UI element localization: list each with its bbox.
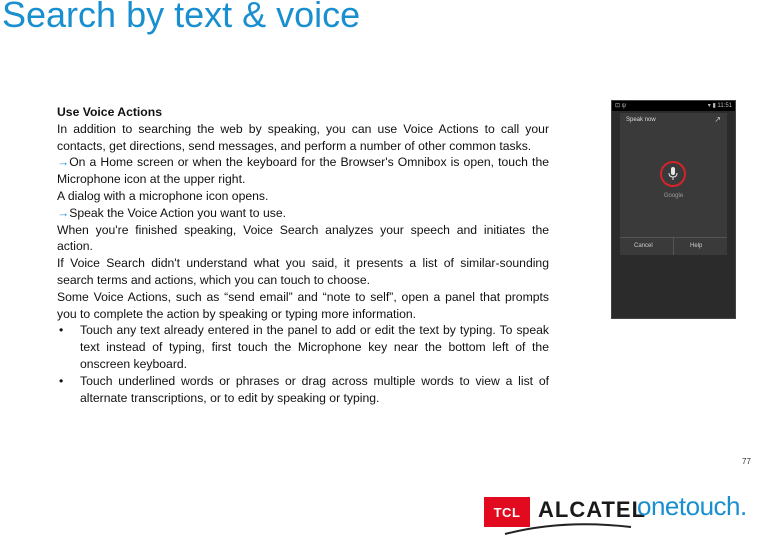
bullet-list	[57, 322, 549, 406]
list-item	[57, 373, 549, 407]
step-2-text: Speak the Voice Action you want to use.	[69, 205, 286, 220]
section-heading: Use Voice Actions	[57, 105, 162, 119]
google-label: Google	[663, 193, 684, 199]
bullet-dot: •	[59, 373, 64, 388]
step-1	[57, 154, 549, 188]
onetouch-logo-text: onetouch.	[637, 491, 747, 521]
cancel-button: Cancel	[634, 243, 653, 249]
microphone-button	[660, 161, 686, 187]
bullet-dot: •	[59, 323, 64, 338]
bullet-text: Touch underlined words or phrases or drag across multiple words to view a list of alternate transcriptions, or to edit by speaking or typing.	[80, 373, 549, 405]
logo-swoosh-icon	[503, 521, 633, 537]
help-button: Help	[690, 243, 703, 249]
arrow-right-icon: →	[57, 205, 70, 220]
finished-paragraph: When you're finished speaking, Voice Search analyzes your speech and initiates the action.	[57, 222, 549, 254]
divider	[673, 238, 674, 255]
page-number: 77	[742, 457, 751, 466]
not-understood-paragraph: If Voice Search didn't understand what you said, it presents a list of similar-sounding search terms and actions, which you can touch to choose.	[57, 256, 549, 287]
step-2	[57, 205, 549, 222]
body-text	[57, 104, 549, 406]
tcl-logo-text: TCL	[493, 504, 521, 520]
bullet-text: Touch any text already entered in the panel to add or edit the text by typing. To speak text instead of typing, first touch the Microphone key near the bottom left of the onscreen keyboard.	[80, 323, 549, 371]
phone-screenshot	[611, 100, 736, 319]
intro-paragraph: In addition to searching the web by speaking, you can use Voice Actions to call your contacts, get directions, send messages, and perform a number of other common tasks.	[57, 121, 549, 153]
slide-title: Search by text & voice	[2, 0, 361, 35]
dialog-title: Speak now	[626, 117, 656, 123]
status-left: ⊡ ψ	[615, 103, 626, 109]
list-item	[57, 322, 549, 372]
status-bar	[612, 101, 735, 111]
dialog-opens-text: A dialog with a microphone icon opens.	[57, 188, 269, 203]
status-right: ▾ ▮ 11:51	[707, 103, 732, 109]
settings-shortcut-icon: ↗	[714, 115, 721, 124]
arrow-right-icon: →	[57, 155, 70, 170]
some-actions-paragraph: Some Voice Actions, such as “send email” and “note to self”, open a panel that prompts you to complete the action by speaking or typing more information.	[57, 289, 549, 321]
microphone-icon	[668, 167, 678, 182]
voice-dialog	[620, 113, 727, 255]
alcatel-logo-text: ALCATEL	[538, 497, 647, 522]
step-1-text: On a Home screen or when the keyboard for the Browser's Omnibox is open, touch the Microphone icon at the upper right.	[57, 155, 549, 187]
